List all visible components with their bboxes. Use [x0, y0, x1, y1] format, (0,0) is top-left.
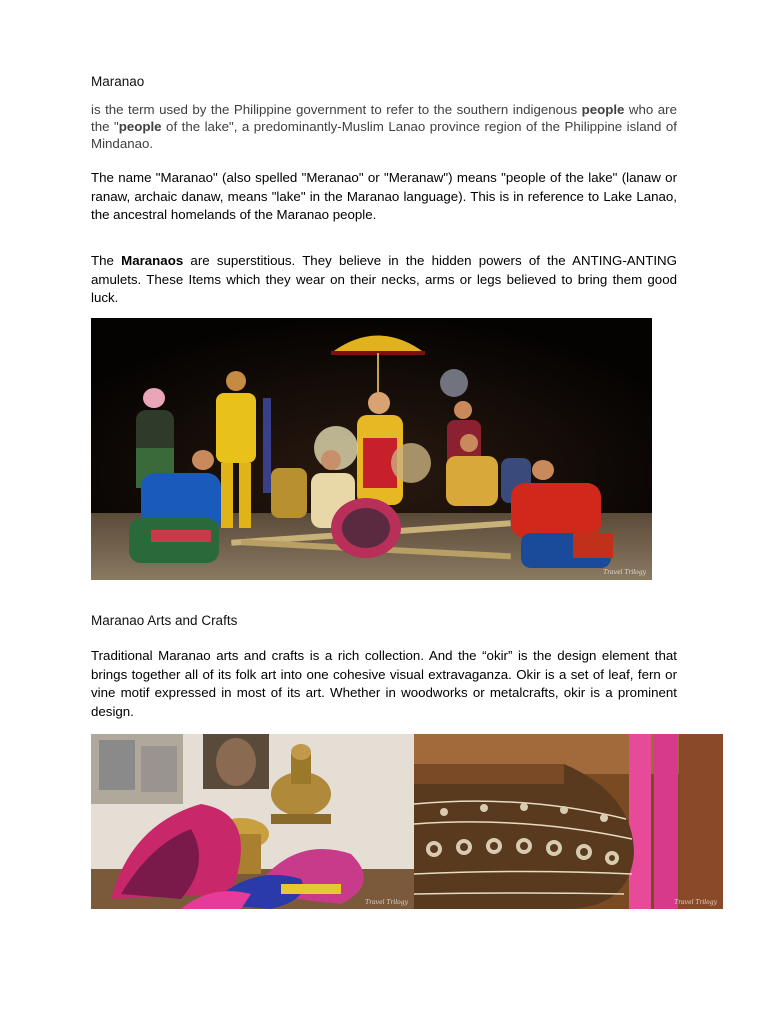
vessel-photo-watermark: Travel Trilogy — [674, 899, 717, 906]
superstition-text-2: are superstitious. They believe in the hidden powers of the ANTING-ANTING amulets. These Items which they wear on their necks, arms or legs believed to bring them good luck. — [91, 253, 677, 306]
intro-paragraph — [91, 101, 677, 152]
name-meaning-paragraph: The name "Maranao" (also spelled "Meranao" or "Meranaw") means "people of the lake" (lanaw or ranaw, archaic danaw, means "lake" in the Maranao language). This is in reference to Lake Lanao, the ancestral homelands of the Maranao people. — [91, 170, 677, 223]
maranao-dancers-photo — [91, 318, 652, 580]
okir-paragraph: Traditional Maranao arts and crafts is a rich collection. And the “okir” is the design element that brings together all of its folk art into one cohesive visual extravaganza. Okir is a set of leaf, fern or vine motif expressed in most of its art. Whether in woodworks or metalcrafts, okir is a prominent design. — [91, 648, 677, 719]
intro-bold-1: people — [581, 102, 625, 117]
intro-text-2: who are the " — [91, 102, 678, 134]
textiles-brass-photo — [91, 734, 414, 909]
superstition-text-1: The — [91, 253, 122, 268]
intro-text-1: is the term used by the Philippine government to refer to the southern indigenous — [91, 102, 582, 117]
textiles-photo-watermark: Travel Trilogy — [365, 899, 408, 906]
section-heading-arts-crafts: Maranao Arts and Crafts — [91, 613, 238, 628]
intro-bold-2: people — [118, 119, 162, 134]
dancers-photo-watermark: Travel Trilogy — [603, 569, 646, 576]
intro-text-3: of the lake", a predominantly-Muslim Lanao province region of the Philippine island of Mindanao. — [91, 119, 677, 151]
superstition-bold: Maranaos — [121, 253, 184, 268]
section-heading-maranao: Maranao — [91, 74, 145, 89]
okir-vessel-photo — [414, 734, 723, 909]
superstition-paragraph — [91, 252, 677, 308]
